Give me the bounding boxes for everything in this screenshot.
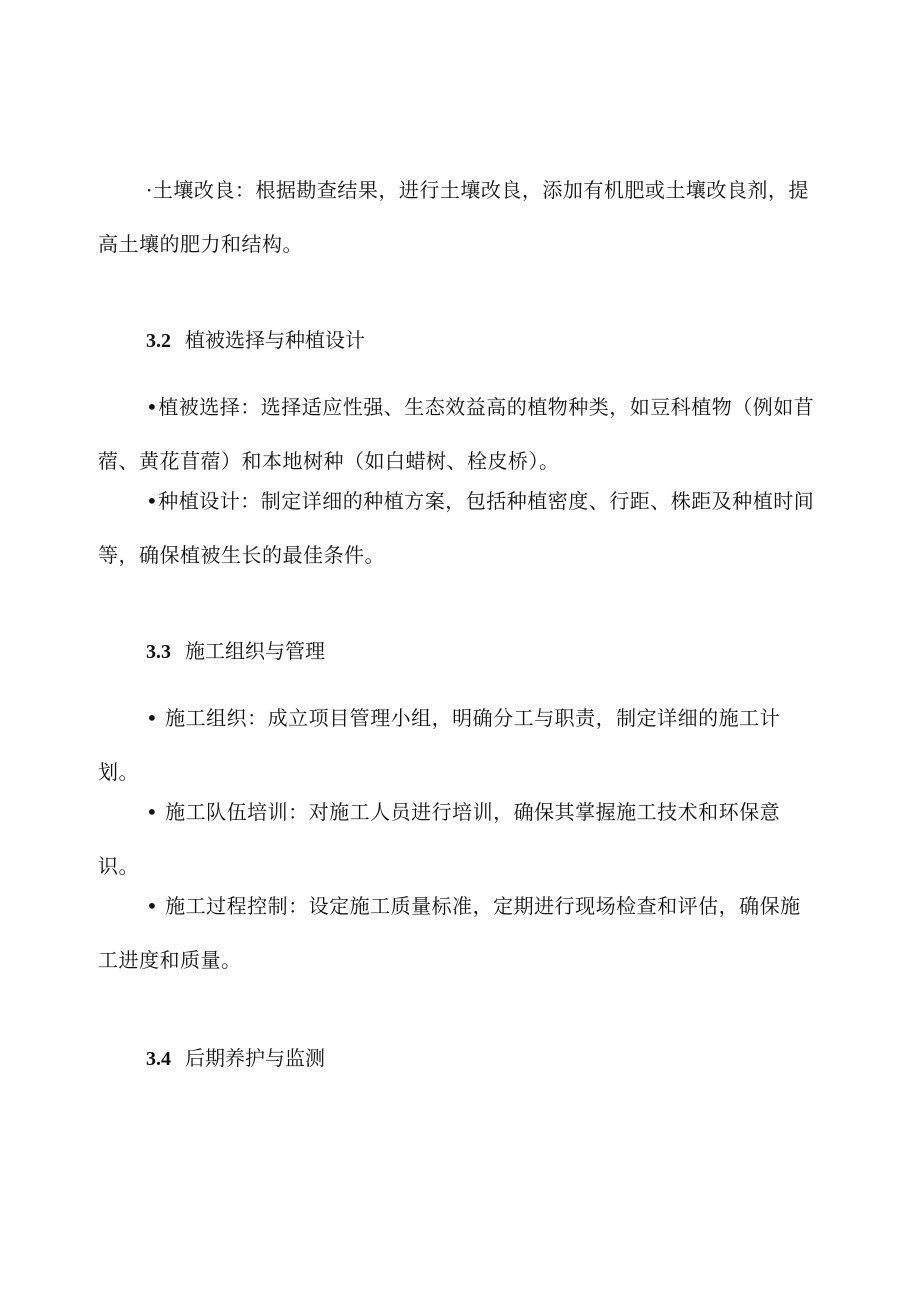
paragraph-planting-design: •种植设计：制定详细的种植方案，包括种植密度、行距、株距及种植时间等，确保植被生长的最佳条件。: [98, 489, 815, 567]
section-number: 3.4: [146, 1048, 171, 1070]
paragraph-team-training: • 施工队伍培训：对施工人员进行培训，确保其掌握施工技术和环保意识。: [98, 800, 781, 878]
paragraph-process-control: • 施工过程控制：设定施工质量标准，定期进行现场检查和评估，确保施工进度和质量。: [98, 894, 801, 972]
section-number: 3.3: [146, 641, 171, 663]
section-title: 后期养护与监测: [185, 1046, 325, 1070]
section-heading-3-4: [146, 1043, 325, 1074]
section-number: 3.2: [146, 330, 171, 352]
section-heading-3-2: [146, 325, 365, 356]
paragraph-soil-improvement: ·土壤改良：根据勘查结果，进行土壤改良，添加有机肥或土壤改良剂，提高土壤的肥力和结构。: [98, 178, 809, 256]
paragraph-construction-organization: • 施工组织：成立项目管理小组，明确分工与职责，制定详细的施工计划。: [98, 706, 781, 784]
paragraph-vegetation-selection: •植被选择：选择适应性强、生态效益高的植物种类，如豆科植物（例如苜蓿、黄花苜蓿）和本地树种（如白蜡树、栓皮桥）。: [98, 395, 815, 473]
section-title: 施工组织与管理: [185, 639, 325, 663]
section-heading-3-3: [146, 636, 325, 667]
section-title: 植被选择与种植设计: [185, 328, 365, 352]
